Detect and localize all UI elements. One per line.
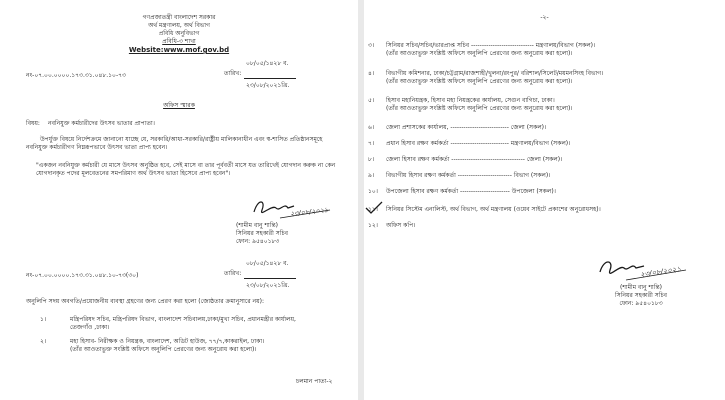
date-divider-2: [244, 278, 296, 279]
signature-2: [596, 258, 696, 286]
copy-item-line: মন্ত্রিপরিষদ সচিব, মন্ত্রিপরিষদ বিভাগ, বাংলাদেশ সচিবালয়,ঢাকা/মুখ্য সচিব, প্রধানমন্ত্রীর কার্যালয়,: [70, 316, 296, 323]
copy-item-line: তেজগাঁও ,ঢাকা।: [70, 324, 110, 331]
page-number: -২-: [540, 14, 549, 21]
website-link[interactable]: Website:www.mof.gov.bd: [128, 46, 230, 54]
list-item-number: ৩।: [368, 42, 375, 49]
signer-phone-1: ফোন: ৯৫৪০১৮৩: [236, 238, 280, 245]
list-item-line: অফিস কপি।: [386, 222, 416, 229]
quoted-rule: "একজন নবনিযুক্ত কর্মচারী যে মাসে উৎসব অনুষ্ঠিত হবে, সেই মাসে বা তার পূর্ববর্তী মাসে যত তারিখেই যোগদান করুক না কেন যোগদানকৃত পদের মূলবেতনের সমপরিমাণ অর্থ উৎসব ভাতা হিসেবে প্রাপ্য হবেন"।: [36, 162, 336, 177]
list-item-number: ৭।: [368, 140, 375, 147]
memo2-date-bangla: ০৮/০৫/১৪২৮ ব.: [246, 260, 289, 267]
list-item-number: ১০।: [368, 188, 378, 195]
subject-text: নবনিযুক্ত কর্মচারীদের উৎসব ভাতার প্রাপ্যতা।: [48, 120, 155, 127]
list-item-number: ১২।: [368, 222, 378, 229]
list-item-number: ৬।: [368, 124, 375, 131]
signer-name-1: (শামীম বানু শান্তি): [236, 222, 278, 229]
header-line-4: প্রবিধি-৩ শাখা: [162, 38, 196, 45]
copy-item-line: মহা হিসাব- নিরীক্ষক ও নিয়ন্ত্রক, বাংলাদেশ, অডিট হাউজ, ৭৭/৭,কাকরাইল, ঢাকা।: [70, 338, 265, 345]
copy-item-line: (তাঁর আওতাভুক্ত সংশ্লিষ্ট অফিসে অনুলিপি প্রেরণের জন্য অনুরোধ করা হলো)।: [70, 346, 257, 353]
list-item-line: জেলা হিসাব রক্ষণ কর্মকর্তা ---------------------------------- জেলা (সকল)।: [386, 156, 563, 163]
list-item-line: সিনিয়র সিস্টেম এনালিস্ট, অর্থ বিভাগ, অর্থ মন্ত্রণালয় (ওয়েব সাইটে প্রকাশের অনুরোধসহ)।: [386, 206, 601, 213]
list-item-line: সিনিয়র সচিব/সচিব/ভারপ্রাপ্ত সচিব ----------------------------- মন্ত্রণালয়/বিভাগ (সকল)।: [386, 42, 596, 49]
list-item-line: হিসাব মহানিয়ন্ত্রক, হিসাব মহা নিয়ন্ত্রকের কার্যালয়, সেগুন বাগিচা, ঢাকা।: [386, 97, 555, 104]
list-item-line: উপজেলা হিসাব রক্ষণ কর্মকর্তা ----------------------- উপজেলা (সকল)।: [386, 188, 556, 195]
copy-intro: অনুলিপি সদয় অবগতি/প্রয়োজনীয় ব্যবস্থা গ্রহণের জন্য প্রেরণ করা হলো (জ্যেষ্ঠতার ক্রমানুসারে নয়):: [26, 298, 265, 305]
document-page-2: [364, 0, 725, 400]
list-item-number: ৯।: [368, 172, 375, 179]
list-item-line: জেলা প্রশাসকের কার্যালয়, --------------------------- জেলা (সকল)।: [386, 124, 547, 131]
list-item-number: ৫।: [368, 97, 375, 104]
list-item-number: ৮।: [368, 156, 375, 163]
signature-date-1: ২৩/০৮/২০২১: [289, 206, 329, 218]
header-line-2: অর্থ মন্ত্রণালয়, অর্থ বিভাগ: [148, 22, 210, 29]
list-item-note: (তাঁর আওতাভুক্ত সংশ্লিষ্ট অফিসে অনুলিপি প্রেরণের জন্য অনুরোধ করা হলো)।: [386, 105, 573, 112]
signature-date-2: ২৩/০৮/২০২১: [639, 265, 682, 279]
signature-1: [250, 196, 340, 224]
memo1-number: নং-০৭.০০.০০০০.১৭৩.৩১.০৪৮.১০-৭৩: [26, 72, 126, 79]
copy-item-number: ২।: [40, 338, 47, 345]
list-item-line: বিভাগীয় কমিশনার, ঢাকা/চট্টগ্রাম/রাজশাহী/খুলনা/রংপুর/ বরিশাল/সিলেট/ময়মনসিংহ বিভাগ।: [386, 70, 604, 77]
date-divider: [244, 78, 296, 79]
signer-designation-1: সিনিয়র সহকারী সচিব: [236, 230, 288, 237]
office-order-title: অফিস স্মারক: [163, 102, 195, 109]
memo2-date-english: ২৩/০৮/২০২১খ্রি.: [246, 282, 290, 289]
header-line-3: প্রবিধি অনুবিভাগ: [158, 30, 200, 37]
signer-phone-2: ফোন: ৯৫৪০১৮৩: [619, 300, 663, 307]
continued-note: চলমান পাতা-২: [296, 378, 333, 385]
header-line-1: গণপ্রজাতন্ত্রী বাংলাদেশ সরকার: [142, 14, 216, 21]
signer-designation-2: সিনিয়র সহকারী সচিব: [615, 292, 667, 299]
copy-item-number: ১।: [40, 316, 47, 323]
memo1-date-english: ২৩/০৮/২০২১খ্রি.: [246, 82, 290, 89]
subject-label: বিষয়:: [26, 120, 40, 127]
body-paragraph: উপর্যুক্ত বিষয়ে নির্দেশক্রমে জানানো যাচ্ছে যে, সরকারি/আধা-সরকারি/রাষ্ট্রীয় মালিকানাধীন এবং স্ব-শাসিত প্রতিষ্ঠানসমূহে নবনিযুক্ত কর্মচারীগণ নিম্নরূপভাবে উৎসব ভাতা প্রাপ্য হবেন।: [26, 136, 323, 151]
list-item-note: (তাঁর আওতাভুক্ত সংশ্লিষ্ট অফিসে অনুলিপি প্রেরণের জন্য অনুরোধ করা হলো)।: [386, 78, 573, 85]
list-item-note: (তাঁর আওতাভুক্ত সংশ্লিষ্ট অফিসে অনুলিপি প্রেরণের জন্য অনুরোধ করা হলো)।: [386, 50, 573, 57]
document-page-1: [0, 0, 358, 400]
list-item-line: বিভাগীয় হিসাব রক্ষণ কর্মকর্তা ------------------------- বিভাগ (সকল)।: [386, 172, 551, 179]
list-item-line: প্রধান হিসাব রক্ষণ কর্মকর্তা --------------------------- মন্ত্রণালয়/বিভাগ (সকল)।: [386, 140, 571, 147]
list-item-number: ১১।: [368, 206, 378, 213]
memo2-number: নং-০৭.০০.০০০০.১৭৩.৩১.০৪৮.১০-৭৩(৩০): [26, 272, 139, 279]
list-item-number: ৪।: [368, 70, 375, 77]
memo1-date-bangla: ০৮/০৫/১৪২৮ ব.: [246, 60, 289, 67]
memo2-date-label: তারিখ:: [224, 270, 242, 277]
memo1-date-label: তারিখ:: [224, 70, 242, 77]
signer-name-2: (শামীম বানু শান্তি): [620, 284, 662, 291]
